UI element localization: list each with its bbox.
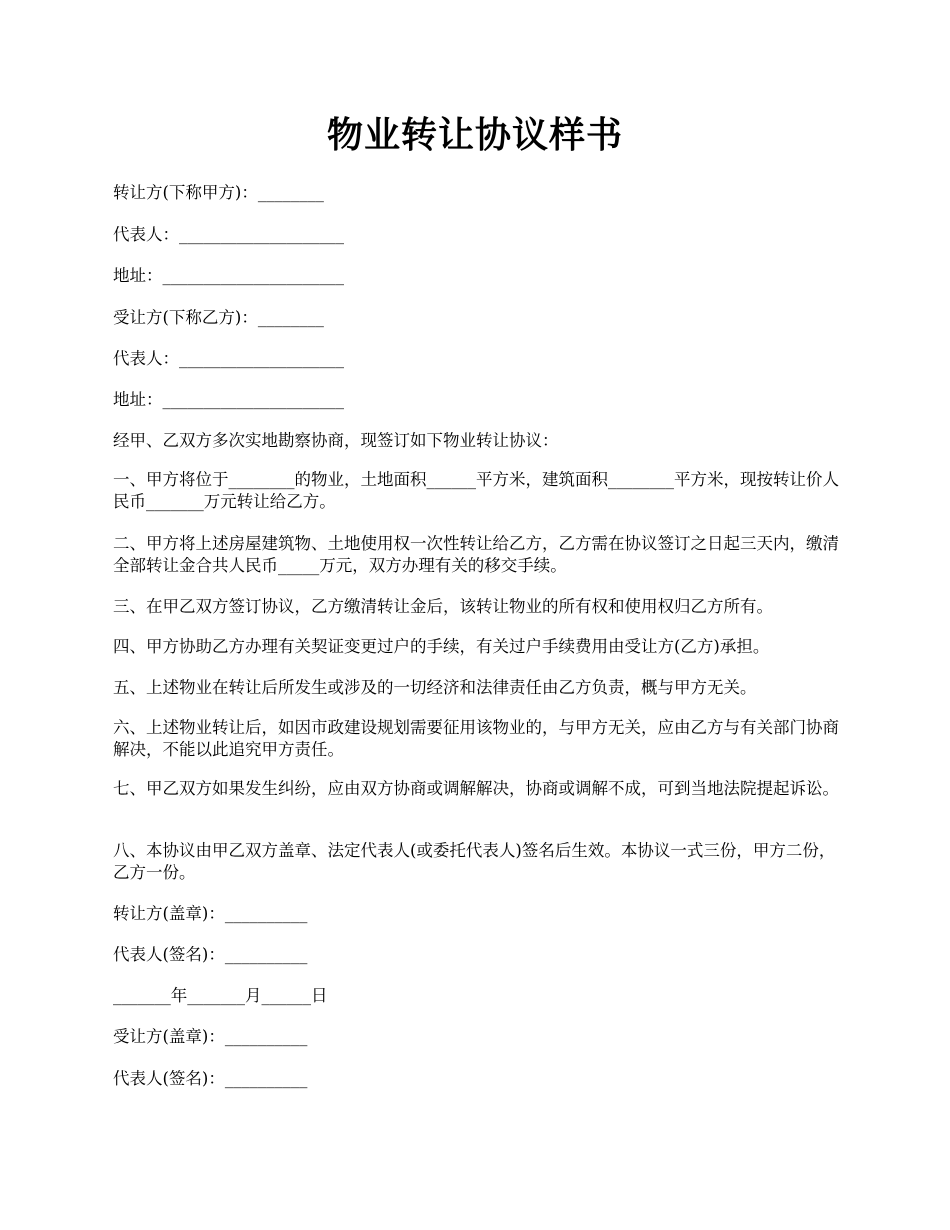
transferee-seal-line: 受让方(盖章)：__________ (113, 1027, 308, 1046)
document-title: 物业转让协议样书 (326, 114, 623, 156)
clause-2: 二、甲方将上述房屋建筑物、土地使用权一次性转让给乙方，乙方需在协议签订之日起三天内，缴清全部转让金合共人民币_____万元，双方办理有关的移交手续。 (113, 534, 839, 575)
transferee-signature-line: 代表人(签名)：__________ (113, 1069, 308, 1088)
clause-8: 八、本协议由甲乙双方盖章、法定代表人(或委托代表人)签名后生效。本协议一式三份，甲方二份，乙方一份。 (113, 841, 836, 882)
clause-5: 五、上述物业在转让后所发生或涉及的一切经济和法律责任由乙方负责，概与甲方无关。 (113, 678, 757, 697)
intro-paragraph: 经甲、乙双方多次实地勘察协商，现签订如下物业转让协议： (113, 431, 559, 450)
date-line: _______年_______月______日 (113, 986, 328, 1005)
transferee-address-line: 地址：______________________ (113, 390, 344, 409)
transferee-representative-line: 代表人：____________________ (113, 349, 344, 368)
clause-6: 六、上述物业转让后，如因市政建设规划需要征用该物业的，与甲方无关，应由乙方与有关部门协商解决，不能以此追究甲方责任。 (113, 718, 839, 759)
transferor-address-line: 地址：______________________ (113, 266, 344, 285)
clause-3: 三、在甲乙双方签订协议，乙方缴清转让金后，该转让物业的所有权和使用权归乙方所有。 (113, 597, 773, 616)
clause-1: 一、甲方将位于________的物业，土地面积______平方米，建筑面积________平方米，现按转让价人民币_______万元转让给乙方。 (113, 470, 839, 511)
clause-4: 四、甲方协助乙方办理有关契证变更过户的手续，有关过户手续费用由受让方(乙方)承担。 (113, 637, 770, 656)
transferor-representative-line: 代表人：____________________ (113, 225, 344, 244)
transferor-line: 转让方(下称甲方)：________ (113, 183, 324, 202)
transferee-line: 受让方(下称乙方)：________ (113, 308, 324, 327)
transferor-signature-line: 代表人(签名)：__________ (113, 945, 308, 964)
clause-7: 七、甲乙双方如果发生纠纷，应由双方协商或调解解决，协商或调解不成，可到当地法院提起诉讼。 (113, 779, 839, 798)
transferor-seal-line: 转让方(盖章)：__________ (113, 904, 308, 923)
